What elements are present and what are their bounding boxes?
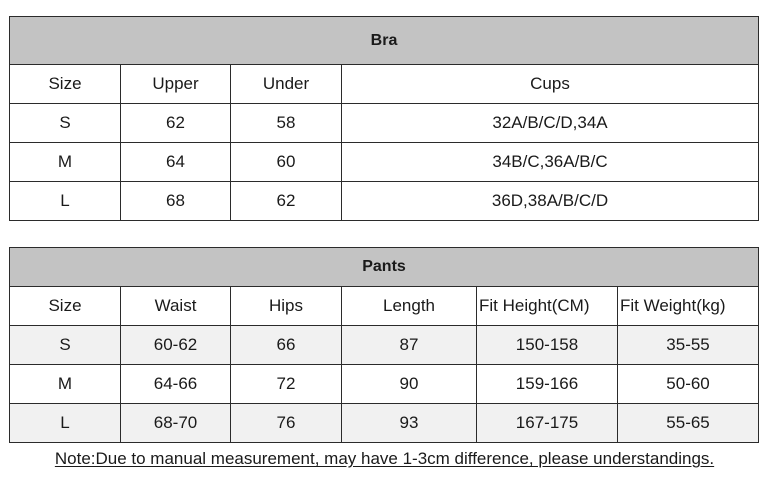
table-cell: 167-175 [477, 404, 618, 443]
table-cell: S [10, 104, 121, 143]
column-header: Waist [121, 287, 231, 326]
table-cell: L [10, 404, 121, 443]
table-cell: 87 [342, 326, 477, 365]
bra-size-table [9, 16, 759, 221]
table-cell: M [10, 365, 121, 404]
column-header: Fit Weight(kg) [618, 287, 759, 326]
table-cell: 50-60 [618, 365, 759, 404]
table-cell: 159-166 [477, 365, 618, 404]
table-cell: 150-158 [477, 326, 618, 365]
table-row [10, 404, 759, 443]
column-header: Hips [231, 287, 342, 326]
table-cell: 55-65 [618, 404, 759, 443]
table-cell: 76 [231, 404, 342, 443]
bra-header-row [10, 65, 759, 104]
pants-size-table [9, 247, 759, 443]
table-cell: S [10, 326, 121, 365]
table-row [10, 182, 759, 221]
table-cell: 64-66 [121, 365, 231, 404]
column-header: Under [231, 65, 342, 104]
pants-header-row [10, 287, 759, 326]
bra-table-title: Bra [10, 17, 759, 65]
table-cell: 35-55 [618, 326, 759, 365]
column-header: Cups [342, 65, 759, 104]
table-cell: 34B/C,36A/B/C [342, 143, 759, 182]
column-header: Upper [121, 65, 231, 104]
table-cell: L [10, 182, 121, 221]
column-header: Length [342, 287, 477, 326]
table-cell: 66 [231, 326, 342, 365]
bra-title-row [10, 17, 759, 65]
column-header: Size [10, 65, 121, 104]
column-header: Fit Height(CM) [477, 287, 618, 326]
table-cell: 64 [121, 143, 231, 182]
table-row [10, 326, 759, 365]
table-cell: 62 [231, 182, 342, 221]
table-cell: 60-62 [121, 326, 231, 365]
table-row [10, 365, 759, 404]
pants-table-title: Pants [10, 248, 759, 287]
table-cell: 58 [231, 104, 342, 143]
table-cell: 93 [342, 404, 477, 443]
table-cell: 68-70 [121, 404, 231, 443]
measurement-note: Note:Due to manual measurement, may have 1-3cm difference, please understandings. [54, 449, 715, 468]
table-row [10, 143, 759, 182]
table-cell: 90 [342, 365, 477, 404]
table-row [10, 104, 759, 143]
column-header: Size [10, 287, 121, 326]
table-cell: 36D,38A/B/C/D [342, 182, 759, 221]
pants-title-row [10, 248, 759, 287]
table-cell: 68 [121, 182, 231, 221]
table-cell: 72 [231, 365, 342, 404]
table-cell: 62 [121, 104, 231, 143]
table-cell: 32A/B/C/D,34A [342, 104, 759, 143]
table-cell: M [10, 143, 121, 182]
table-cell: 60 [231, 143, 342, 182]
